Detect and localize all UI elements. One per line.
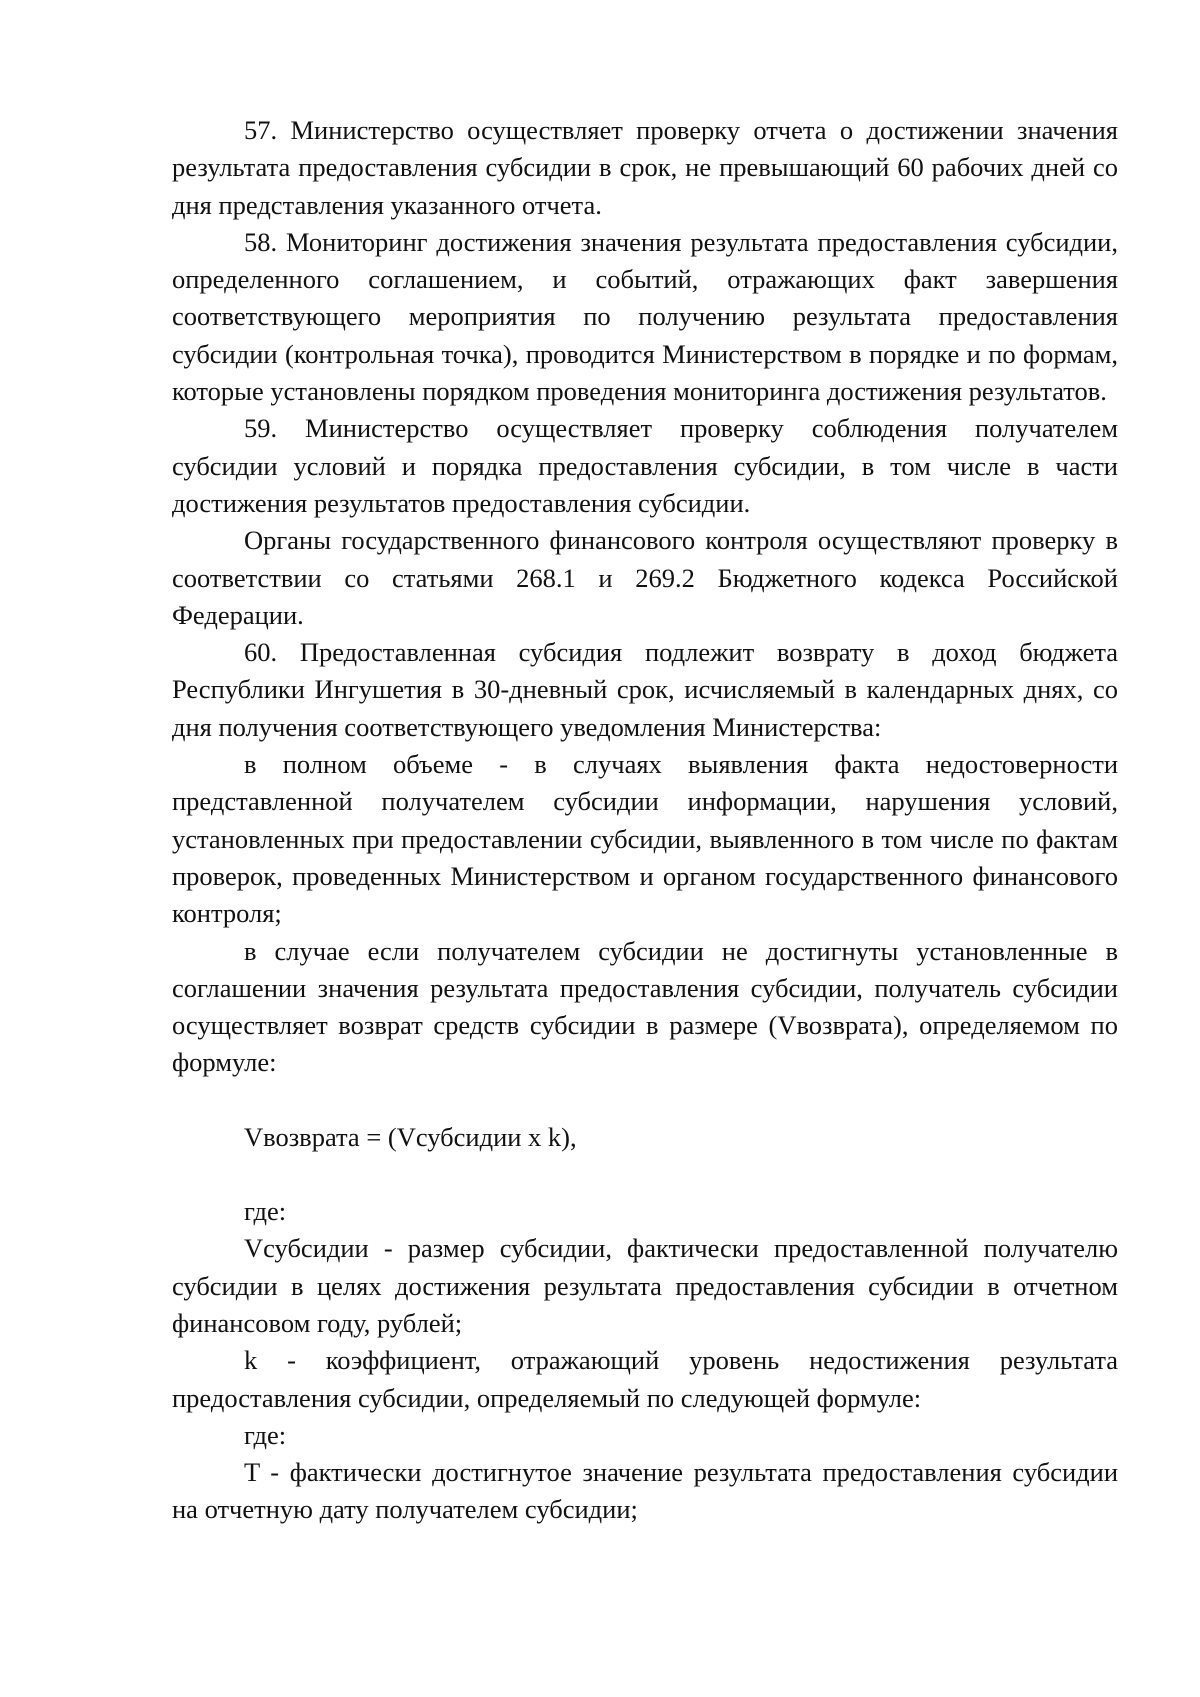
definition-t: T - фактически достигнутое значение результата предоставления субсидии на отчетную дату получателем субсидии; <box>172 1457 1118 1525</box>
where-label-2: где: <box>244 1419 287 1450</box>
where-label: где: <box>244 1196 287 1227</box>
paragraph-full-return: в полном объеме - в случаях выявления факта недостоверности представленной получателем субсидии информации, нарушения условий, установленных при предоставлении субсидии, выявленного в том числе по фактам проверок, проведенных Министерством и органом государственного финансового контроля; <box>172 749 1118 929</box>
paragraph-59: 59. Министерство осуществляет проверку соблюдения получателем субсидии условий и порядка предоставления субсидии, в том числе в части достижения результатов предоставления субсидии. <box>172 413 1118 518</box>
paragraph-58: 58. Мониторинг достижения значения результата предоставления субсидии, определенного соглашением, и событий, отражающих факт завершения соответствующего мероприятия по получению результата предоставления субсидии (контрольная точка), проводится Министерством в порядке и по формам, которые установлены порядком проведения мониторинга достижения результатов. <box>172 226 1118 407</box>
paragraph-partial-return: в случае если получателем субсидии не достигнуты установленные в соглашении значения результата предоставления субсидии, получатель субсидии осуществляет возврат средств субсидии в размере (Vвозврата), определяемом по формуле: <box>172 935 1118 1078</box>
paragraph-57: 57. Министерство осуществляет проверку отчета о достижении значения результата предоставления субсидии в срок, не превышающий 60 рабочих дней со дня представления указанного отчета. <box>172 115 1118 220</box>
paragraph-financial-control: Органы государственного финансового контроля осуществляют проверку в соответствии со статьями 268.1 и 269.2 Бюджетного кодекса Российской Федерации. <box>172 525 1118 630</box>
return-formula: Vвозврата = (Vсубсидии x k), <box>244 1121 577 1152</box>
definition-k: k - коэффициент, отражающий уровень недостижения результата предоставления субсидии, определяемый по следующей формуле: <box>172 1345 1118 1413</box>
document-page <box>172 112 1118 1529</box>
paragraph-60: 60. Предоставленная субсидия подлежит возврату в доход бюджета Республики Ингушетия в 30-дневный срок, исчисляемый в календарных днях, со дня получения соответствующего уведомления Министерства: <box>172 637 1118 742</box>
definition-vsubsidy: Vсубсидии - размер субсидии, фактически предоставленной получателю субсидии в целях достижения результата предоставления субсидии в отчетном финансовом году, рублей; <box>172 1233 1118 1338</box>
